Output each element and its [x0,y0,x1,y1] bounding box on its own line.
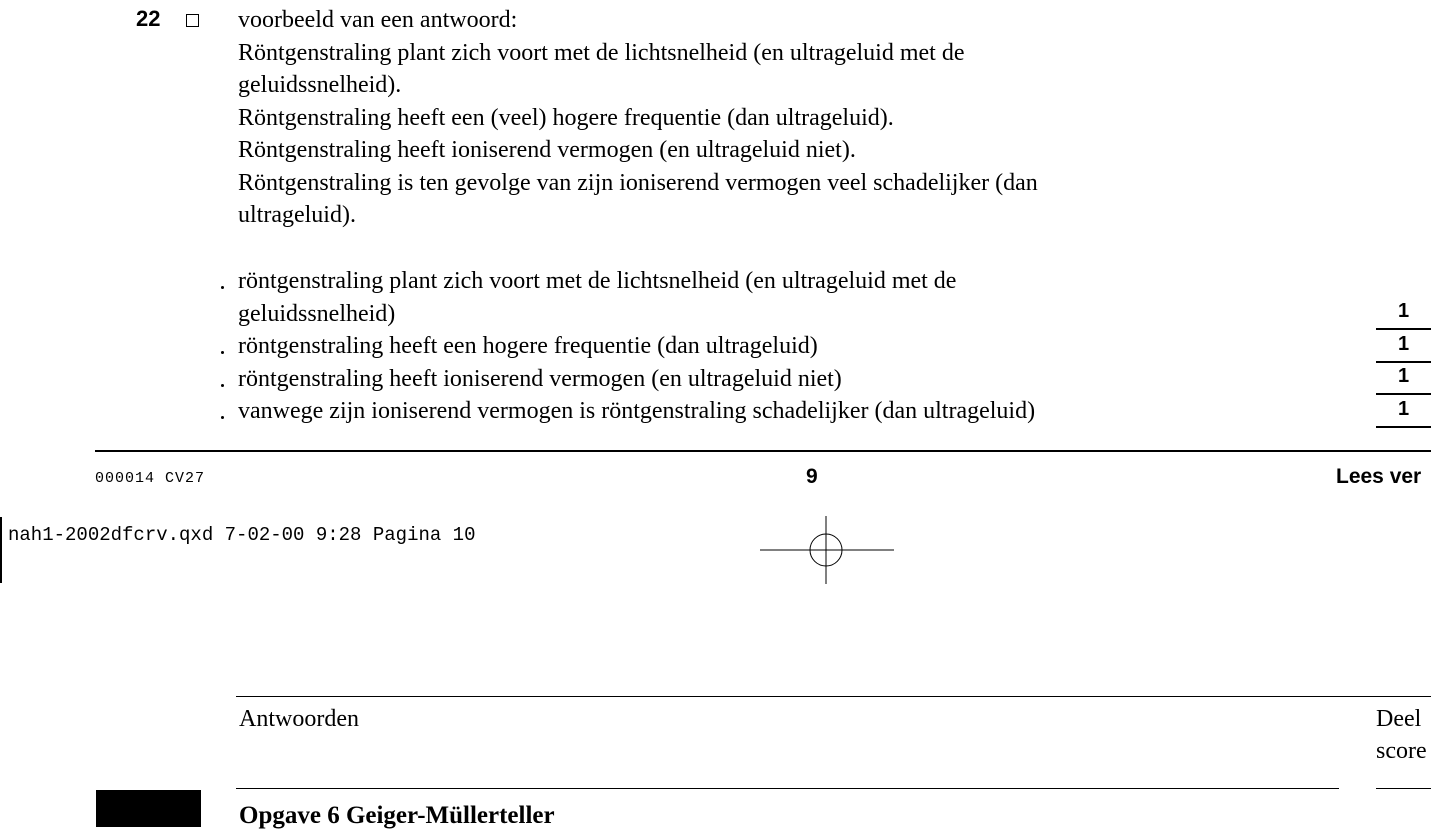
answers-rule [236,788,1339,789]
bullet-icon [221,286,224,289]
score-cell [1376,331,1431,363]
scoring-criteria [238,265,1035,428]
example-line: Röntgenstraling heeft ioniserend vermogen (en ultrageluid niet). [238,137,856,163]
criterion-text: röntgenstraling plant zich voort met de lichtsnelheid (en ultrageluid met de [238,268,957,294]
header-rule [236,696,1431,697]
score-value: 1 [1398,398,1410,420]
score-cell [1376,363,1431,395]
continue-label: Lees ver [1336,465,1422,488]
footer-code: 000014 CV27 [95,470,206,487]
score-column-rule [1376,788,1431,789]
score-value: 1 [1398,333,1410,355]
example-line: Röntgenstraling plant zich voort met de lichtsnelheid (en ultrageluid met de [238,39,965,66]
question-number: 22 [136,6,161,31]
criterion-item [238,265,1035,330]
criterion-text: röntgenstraling heeft ioniserend vermogen (en ultrageluid niet) [238,365,842,392]
criterion-item [238,395,1035,428]
criterion-text: vanwege zijn ioniserend vermogen is röntgenstraling schadelijker (dan ultrageluid) [238,398,1036,424]
registration-mark-icon [758,514,898,586]
example-line: Röntgenstraling is ten gevolge van zijn ioniserend vermogen veel schadelijker (dan [238,169,1038,196]
example-line: ultrageluid). [238,202,356,228]
deelscore-heading [1376,703,1427,767]
answers-heading: Antwoorden [239,706,359,732]
question-checkbox [186,14,199,27]
score-value: 1 [1398,300,1410,322]
example-answer [238,4,1038,232]
score-cell [1376,396,1431,428]
score-value: 1 [1398,365,1410,387]
criterion-text: geluidssnelheid) [238,300,396,327]
section-title: Opgave 6 Geiger-Müllerteller [239,802,555,829]
bullet-icon [221,416,224,419]
deelscore-line: score [1376,738,1427,764]
footer-rule [95,450,1431,452]
example-line: voorbeeld van een antwoord: [238,7,518,33]
example-line: Röntgenstraling heeft een (veel) hogere frequentie (dan ultrageluid). [238,104,894,131]
criterion-text: röntgenstraling heeft een hogere frequentie (dan ultrageluid) [238,333,818,359]
page-number: 9 [806,465,818,488]
score-cell [1376,298,1431,330]
example-line: geluidssnelheid). [238,72,402,98]
crop-mark [0,517,2,583]
criterion-item [238,330,1035,363]
deelscore-line: Deel [1376,706,1422,732]
bullet-icon [221,384,224,387]
redaction-block [96,790,201,827]
bullet-icon [221,351,224,354]
criterion-item [238,363,1035,396]
print-slug: nah1-2002dfcrv.qxd 7-02-00 9:28 Pagina 10 [8,524,476,546]
